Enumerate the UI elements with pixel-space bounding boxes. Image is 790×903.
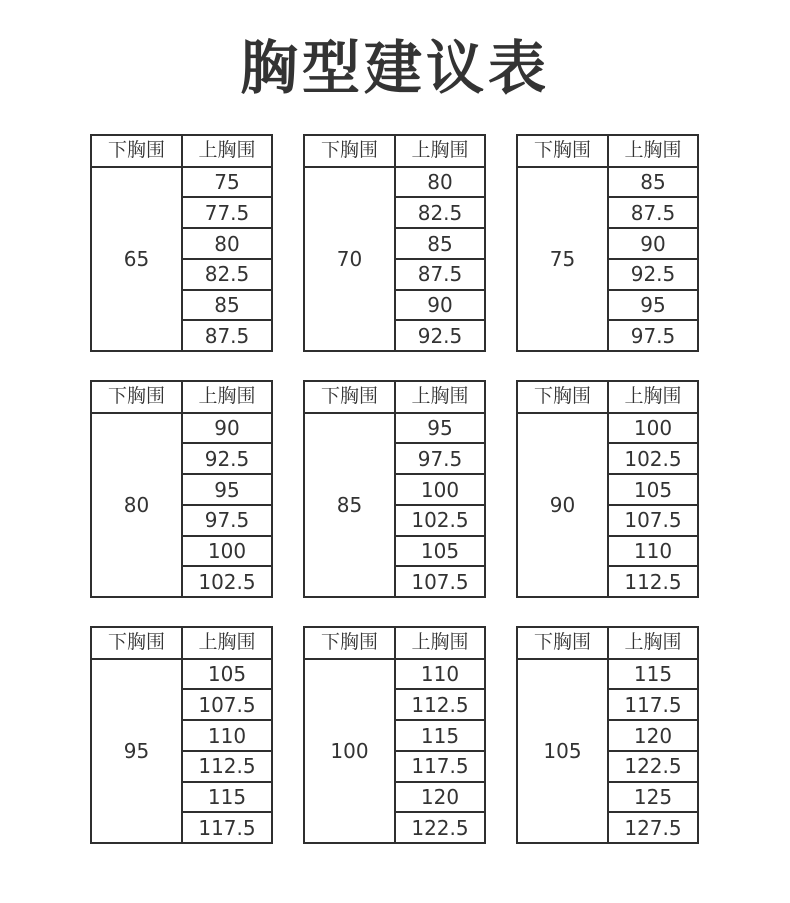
under-bust-header: 下胸围 [91,381,182,413]
upper-bust-value: 117.5 [182,812,272,843]
upper-bust-value: 82.5 [182,259,272,290]
page-title: 胸型建议表 [239,34,550,102]
upper-bust-value: 122.5 [395,812,485,843]
upper-bust-header: 上胸围 [395,135,485,167]
under-bust-header: 下胸围 [517,627,608,659]
size-table [90,626,273,844]
upper-bust-value: 120 [608,720,698,751]
upper-bust-header: 上胸围 [182,627,272,659]
upper-bust-header: 上胸围 [182,135,272,167]
size-table [516,626,699,844]
upper-bust-value: 110 [608,536,698,567]
under-bust-header: 下胸围 [304,135,395,167]
upper-bust-value: 115 [395,720,485,751]
upper-bust-header: 上胸围 [608,381,698,413]
under-bust-header: 下胸围 [517,135,608,167]
size-table [303,380,486,598]
under-bust-header: 下胸围 [91,627,182,659]
upper-bust-value: 112.5 [608,566,698,597]
under-bust-value: 90 [517,413,608,597]
upper-bust-value: 92.5 [182,443,272,474]
upper-bust-value: 92.5 [395,320,485,351]
upper-bust-value: 110 [395,659,485,690]
size-table [516,380,699,598]
upper-bust-value: 95 [395,413,485,444]
upper-bust-value: 110 [182,720,272,751]
under-bust-value: 75 [517,167,608,351]
under-bust-header: 下胸围 [304,381,395,413]
upper-bust-value: 105 [182,659,272,690]
upper-bust-value: 107.5 [608,505,698,536]
upper-bust-value: 125 [608,782,698,813]
upper-bust-header: 上胸围 [182,381,272,413]
upper-bust-value: 90 [608,228,698,259]
upper-bust-value: 97.5 [608,320,698,351]
size-table [303,626,486,844]
under-bust-header: 下胸围 [91,135,182,167]
upper-bust-value: 100 [395,474,485,505]
upper-bust-value: 92.5 [608,259,698,290]
upper-bust-value: 107.5 [182,689,272,720]
upper-bust-value: 100 [608,413,698,444]
upper-bust-value: 115 [608,659,698,690]
under-bust-value: 65 [91,167,182,351]
upper-bust-value: 85 [608,167,698,198]
upper-bust-value: 97.5 [395,443,485,474]
upper-bust-value: 107.5 [395,566,485,597]
size-table [303,134,486,352]
upper-bust-value: 105 [395,536,485,567]
upper-bust-value: 75 [182,167,272,198]
upper-bust-value: 117.5 [395,751,485,782]
upper-bust-value: 117.5 [608,689,698,720]
upper-bust-value: 90 [182,413,272,444]
under-bust-value: 70 [304,167,395,351]
upper-bust-header: 上胸围 [608,135,698,167]
size-table [90,380,273,598]
upper-bust-value: 112.5 [395,689,485,720]
upper-bust-value: 105 [608,474,698,505]
upper-bust-value: 80 [395,167,485,198]
under-bust-value: 100 [304,659,395,843]
upper-bust-value: 82.5 [395,197,485,228]
upper-bust-value: 97.5 [182,505,272,536]
upper-bust-value: 112.5 [182,751,272,782]
upper-bust-value: 102.5 [608,443,698,474]
under-bust-value: 80 [91,413,182,597]
upper-bust-value: 127.5 [608,812,698,843]
upper-bust-value: 80 [182,228,272,259]
upper-bust-value: 87.5 [608,197,698,228]
under-bust-header: 下胸围 [304,627,395,659]
upper-bust-value: 87.5 [182,320,272,351]
upper-bust-value: 122.5 [608,751,698,782]
under-bust-value: 95 [91,659,182,843]
upper-bust-value: 115 [182,782,272,813]
upper-bust-value: 85 [182,290,272,321]
size-chart-grid [90,134,700,844]
upper-bust-value: 77.5 [182,197,272,228]
upper-bust-value: 102.5 [395,505,485,536]
under-bust-value: 85 [304,413,395,597]
upper-bust-header: 上胸围 [395,381,485,413]
upper-bust-value: 120 [395,782,485,813]
upper-bust-header: 上胸围 [395,627,485,659]
upper-bust-value: 100 [182,536,272,567]
under-bust-value: 105 [517,659,608,843]
upper-bust-value: 95 [182,474,272,505]
upper-bust-value: 102.5 [182,566,272,597]
size-table [516,134,699,352]
upper-bust-value: 87.5 [395,259,485,290]
upper-bust-value: 90 [395,290,485,321]
upper-bust-value: 95 [608,290,698,321]
size-table [90,134,273,352]
under-bust-header: 下胸围 [517,381,608,413]
upper-bust-header: 上胸围 [608,627,698,659]
upper-bust-value: 85 [395,228,485,259]
